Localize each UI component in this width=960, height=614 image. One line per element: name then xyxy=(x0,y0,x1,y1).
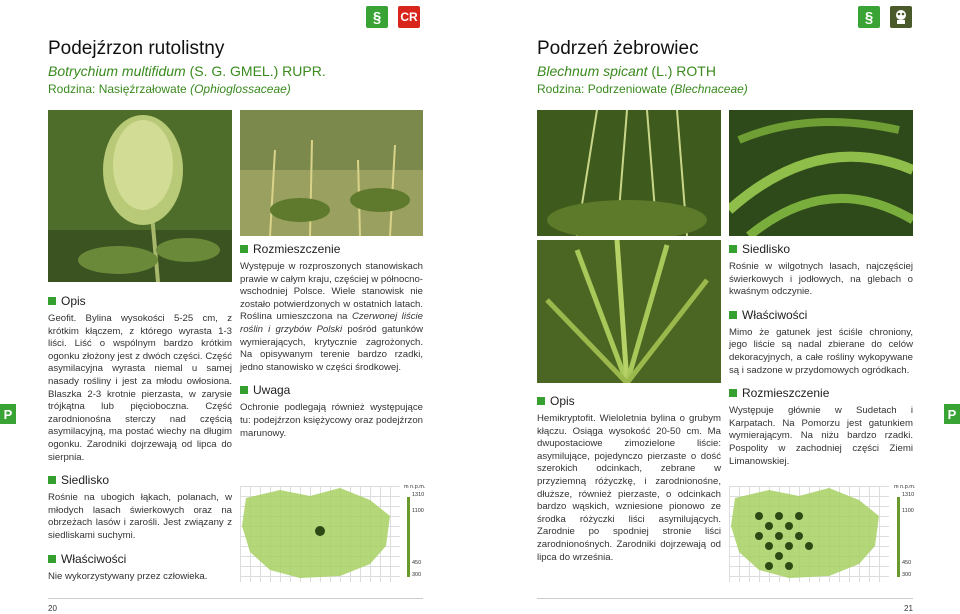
altitude-bar xyxy=(407,497,410,577)
photo-blechnum-leaves xyxy=(729,110,913,236)
bullet-square-icon xyxy=(537,397,545,405)
photo-blechnum-plant xyxy=(537,240,721,383)
page-title-right: Podrzeń żebrowiec xyxy=(537,38,699,59)
rozmieszczenie-text: Występuje w rozproszonych stanowiskach prawie w całym kraju, częściej w północno-wschodniej Polsce. Wiele stanowisk nie zostało potwierdzonych w ostatnich latach. Roślina umieszczona na Czerwonej liście roślin i grzybów Polski pośród gatunków wymierających, krytycznie zagrożonych. Na opisywanym terenie bardzo rzadki, jedno stanowisko w części środkowej. xyxy=(240,261,424,373)
section-heading-opis: Opis xyxy=(537,394,721,408)
bullet-square-icon xyxy=(48,476,56,484)
altitude-min: 300 xyxy=(902,572,912,578)
altitude-lower: 450 xyxy=(412,560,422,566)
bullet-square-icon xyxy=(48,297,56,305)
altitude-upper: 1100 xyxy=(902,508,914,514)
section-heading-wlasciwosci: Właściwości xyxy=(729,308,913,322)
critically-endangered-badge: CR xyxy=(398,6,420,28)
page-number: 20 xyxy=(48,604,57,613)
section-heading-rozmieszczenie: Rozmieszczenie xyxy=(240,242,423,256)
latin-species: Botrychium multifidum xyxy=(48,63,186,79)
family-latin: (Blechnaceae) xyxy=(670,82,748,96)
latin-name-right xyxy=(537,63,867,79)
section-marker-left: P xyxy=(0,404,16,424)
latin-author: (L.) ROTH xyxy=(651,63,716,79)
left-column-b xyxy=(240,242,423,449)
bullet-square-icon xyxy=(729,311,737,319)
wlasciwosci-text-right: Mimo że gatunek jest ściśle chroniony, jego liście są nadal zbierane do celów dekoracyjnych, a całe rośliny wykopywane są i sadzone w przydomowych ogródkach. xyxy=(729,326,913,376)
section-heading-rozmieszczenie: Rozmieszczenie xyxy=(729,386,913,400)
soil-icon xyxy=(890,6,912,28)
left-species-header xyxy=(48,38,378,96)
left-column-a xyxy=(48,294,232,592)
latin-species: Blechnum spicant xyxy=(537,63,648,79)
uwaga-text: Ochronie podlegają również występujące tu: podejźrzon księżycowy oraz podejźrzon marunowy. xyxy=(240,402,423,439)
bullet-square-icon xyxy=(240,245,248,253)
distribution-map-right xyxy=(729,486,889,582)
bullet-square-icon xyxy=(240,386,248,394)
siedlisko-text: Rośnie na ubogich łąkach, polanach, w młodych lasach świerkowych oraz na obrzeżach lasów i zarośli. Jest związany z siedliskami suchymi. xyxy=(48,492,232,541)
right-species-header xyxy=(537,38,867,96)
page-number-right: 21 xyxy=(904,604,913,613)
protected-species-badge-right: § xyxy=(858,6,880,28)
altitude-unit: m n.p.m. xyxy=(894,484,916,490)
family-line xyxy=(48,82,378,96)
family-latin: (Ophioglossaceae) xyxy=(190,82,291,96)
altitude-lower: 450 xyxy=(902,560,912,566)
latin-name xyxy=(48,63,378,79)
bullet-square-icon xyxy=(729,245,737,253)
bullet-square-icon xyxy=(48,555,56,563)
family-name: Rodzina: Podrzeniowate xyxy=(537,82,668,96)
altitude-bar-right xyxy=(897,497,900,577)
altitude-min: 300 xyxy=(412,572,422,578)
siedlisko-text-right: Rośnie w wilgotnych lasach, najczęściej świerkowych i jodłowych, na glebach o kwaśnym odczynie. xyxy=(729,261,913,298)
right-column-b xyxy=(729,242,913,477)
latin-author: (S. G. GMEL.) RUPR. xyxy=(189,63,326,79)
altitude-upper: 1100 xyxy=(412,508,424,514)
bullet-square-icon xyxy=(729,389,737,397)
right-column-a xyxy=(537,394,721,573)
altitude-max: 1310 xyxy=(412,492,425,498)
altitude-max: 1310 xyxy=(902,492,915,498)
section-heading-opis: Opis xyxy=(48,294,232,308)
section-heading-wlasciwosci: Właściwości xyxy=(48,552,232,566)
section-marker-right: P xyxy=(944,404,960,424)
footer-divider xyxy=(48,598,423,599)
photo-blechnum-spikes xyxy=(537,110,721,236)
opis-text: Geofit. Bylina wysokości 5-25 cm, z krótkim kłączem, z którego wyrasta 1-3 liści. Liść o wspólnym bardzo krótkim ogonku złożony jest z dwóch części. Część asymilacyjna wyrasta niemal u samej nasady rośliny i jest za młodu owłosiona. Blaszka 2-3 krotnie pierzasta, w zarysie trójkątna lub pięcioboczna. Część zarodnionośna sterczy nad częścią asymilacyjną, ma postać wiechy na długim ogonku. Zarodniki dojrzewają od lipca do sierpnia. xyxy=(48,313,232,463)
distribution-map xyxy=(240,486,400,582)
opis-text-right: Hemikryptofit. Wieloletnia bylina o grubym kłączu. Osiąga wysokość 20-50 cm. Ma dwupostaciowe zimozielone liście: asymilujące, pojedynczo pierzaste o dość szerokich odcinkach, zebrane w przyziemną różyczkę, i zarodnionośne, dłuższe, również pierzaste, o odcinkach bardzo wąskich, wzniesione pionowo ze środka różyczki liści asymilujących. Zarodnie po spodniej stronie liści zarodnionośnych. Zarodniki dojrzewają od lipca do września. xyxy=(537,413,721,563)
photo-botrychium-closeup xyxy=(48,110,232,282)
section-heading-siedlisko: Siedlisko xyxy=(729,242,913,256)
family-line-right xyxy=(537,82,867,96)
footer-divider-right xyxy=(537,598,913,599)
section-heading-uwaga: Uwaga xyxy=(240,383,423,397)
altitude-unit: m n.p.m. xyxy=(404,484,426,490)
family-name: Rodzina: Nasięźrzałowate xyxy=(48,82,187,96)
rozmieszczenie-text-right: Występuje głównie w Sudetach i Karpatach. Na Pomorzu jest gatunkiem wymierającym. Na niżu bardzo rzadki. Pospolity w zachodniej części Ziemi Limanowskiej. xyxy=(729,405,913,467)
photo-botrychium-habitat xyxy=(240,110,423,236)
wlasciwosci-text: Nie wykorzystywany przez człowieka. xyxy=(48,570,208,582)
protected-species-badge: § xyxy=(366,6,388,28)
page-title: Podejźrzon rutolistny xyxy=(48,38,225,59)
section-heading-siedlisko: Siedlisko xyxy=(48,473,232,487)
